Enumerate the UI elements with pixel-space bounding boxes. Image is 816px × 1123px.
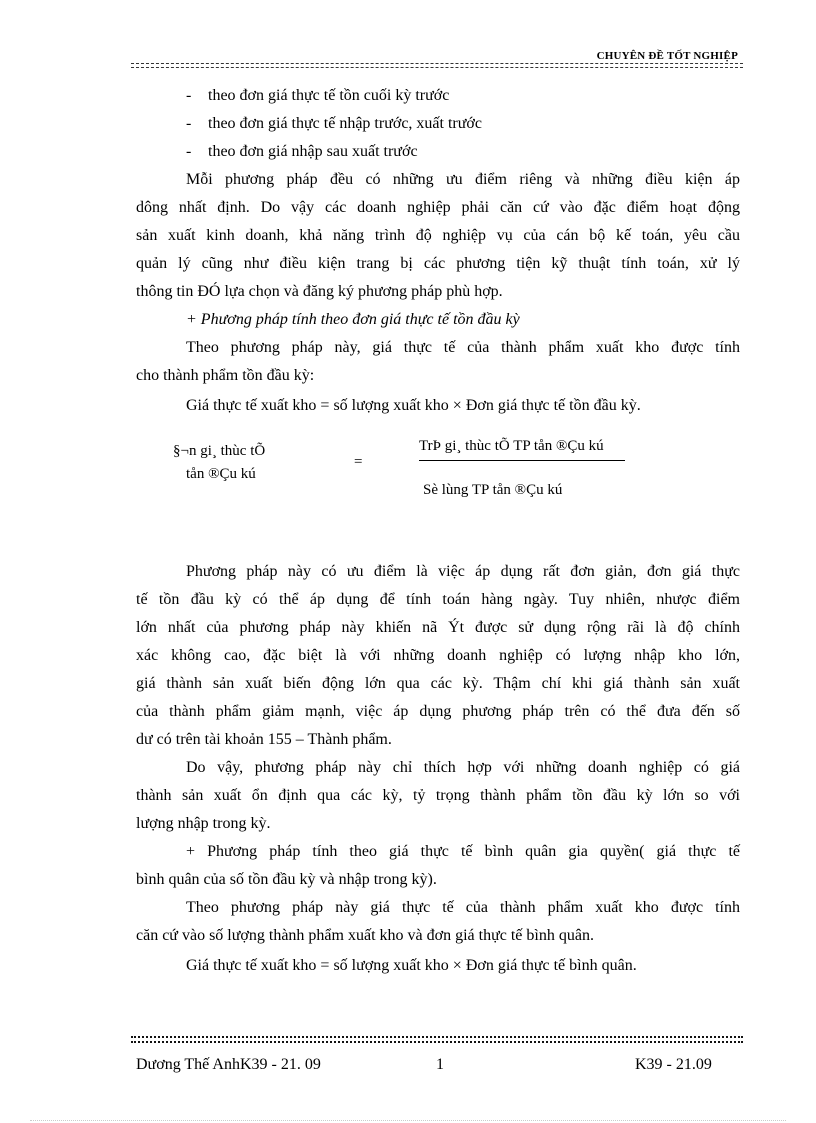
header-rule-second <box>131 67 743 68</box>
paragraph-line: tế tồn đầu kỳ có thể áp dụng để tính toán hàng ngày. Tuy nhiên, nhược điểm <box>136 591 740 608</box>
fraction-denominator: Sè lùng TP tån ®Çu kú <box>423 482 563 498</box>
bullet-item <box>186 142 790 162</box>
formula-line: Giá thực tế xuất kho = số lượng xuất kho × Đơn giá thực tế bình quân. <box>186 957 637 974</box>
bullet-text: theo đơn giá thực tế tồn cuối kỳ trước <box>208 87 450 104</box>
fraction-bar <box>419 460 625 461</box>
page-bottom-border <box>30 1120 786 1121</box>
paragraph-line: thông tin ĐÓ lựa chọn và đăng ký phương pháp phù hợp. <box>136 283 503 300</box>
footer-rule-second <box>131 1041 743 1043</box>
header-title: CHUYÊN ĐỀ TỐT NGHIỆP <box>596 50 738 62</box>
fraction-numerator: TrÞ gi¸ thùc tÕ TP tån ®Çu kú <box>419 438 604 454</box>
paragraph-line: giá thành sản xuất biến động lớn qua các kỳ. Thậm chí khi giá thành sản xuất <box>136 675 740 692</box>
paragraph-line: dư có trên tài khoản 155 – Thành phẩm. <box>136 731 392 748</box>
paragraph-line: Phương pháp này có ưu điểm là việc áp dụng rất đơn giản, đơn giá thực <box>186 563 740 580</box>
fraction-equals: = <box>354 454 363 470</box>
bullet-item <box>186 86 790 106</box>
fraction-lhs-line1: §¬n gi¸ thùc tÕ <box>173 443 266 459</box>
bullet-dash: - <box>186 115 192 132</box>
header-rule <box>131 63 743 64</box>
bullet-dash: - <box>186 87 192 104</box>
paragraph-line: lượng nhập trong kỳ. <box>136 815 271 832</box>
paragraph-line: quản lý cũng như điều kiện trang bị các phương tiện kỹ thuật tính toán, xử lý <box>136 255 740 272</box>
bullet-item <box>186 114 790 134</box>
footer-page-number: 1 <box>436 1056 444 1073</box>
bullet-text: theo đơn giá nhập sau xuất trước <box>208 143 418 160</box>
paragraph-line: căn cứ vào số lượng thành phẩm xuất kho và đơn giá thực tế bình quân. <box>136 927 594 944</box>
footer-class: K39 - 21.09 <box>635 1056 712 1073</box>
paragraph-line: + Phương pháp tính theo giá thực tế bình quân gia quyền( giá thực tế <box>186 843 740 860</box>
paragraph-line: Theo phương pháp này, giá thực tế của thành phẩm xuất kho được tính <box>186 339 740 356</box>
paragraph-line: thành sản xuất ổn định qua các kỳ, tỷ trọng thành phẩm tồn đầu kỳ lớn so với <box>136 787 740 804</box>
bullet-dash: - <box>186 143 192 160</box>
paragraph-line: cho thành phẩm tồn đầu kỳ: <box>136 367 315 384</box>
paragraph-line: xác không cao, đặc biệt là với những doanh nghiệp có lượng nhập kho lớn, <box>136 647 740 664</box>
paragraph-line: Mỗi phương pháp đều có những ưu điểm riêng và những điều kiện áp <box>186 171 740 188</box>
paragraph-line: lớn nhất của phương pháp này khiến nã Ýt được sử dụng rộng rãi là độ chính <box>136 619 740 636</box>
paragraph-line: của thành phẩm giảm mạnh, việc áp dụng phương pháp trên có thể đưa đến số <box>136 703 740 720</box>
paragraph-line: Do vậy, phương pháp này chỉ thích hợp với những doanh nghiệp có giá <box>186 759 740 776</box>
bullet-text: theo đơn giá thực tế nhập trước, xuất trước <box>208 115 482 132</box>
footer-author: Dương Thế AnhK39 - 21. 09 <box>136 1056 321 1073</box>
fraction-lhs-line2: tån ®Çu kú <box>186 466 256 482</box>
paragraph-line: dông nhất định. Do vậy các doanh nghiệp phải căn cứ vào đặc điểm hoạt động <box>136 199 740 216</box>
footer-rule <box>131 1036 743 1038</box>
paragraph-line: sản xuất kinh doanh, khả năng trình độ nghiệp vụ của cán bộ kế toán, yêu cầu <box>136 227 740 244</box>
paragraph-line: bình quân của số tồn đầu kỳ và nhập trong kỳ). <box>136 871 437 888</box>
paragraph-line: Theo phương pháp này giá thực tế của thành phẩm xuất kho được tính <box>186 899 740 916</box>
method-heading: + Phương pháp tính theo đơn giá thực tế tồn đầu kỳ <box>186 311 520 328</box>
formula-line: Giá thực tế xuất kho = số lượng xuất kho × Đơn giá thực tế tồn đầu kỳ. <box>186 397 641 414</box>
